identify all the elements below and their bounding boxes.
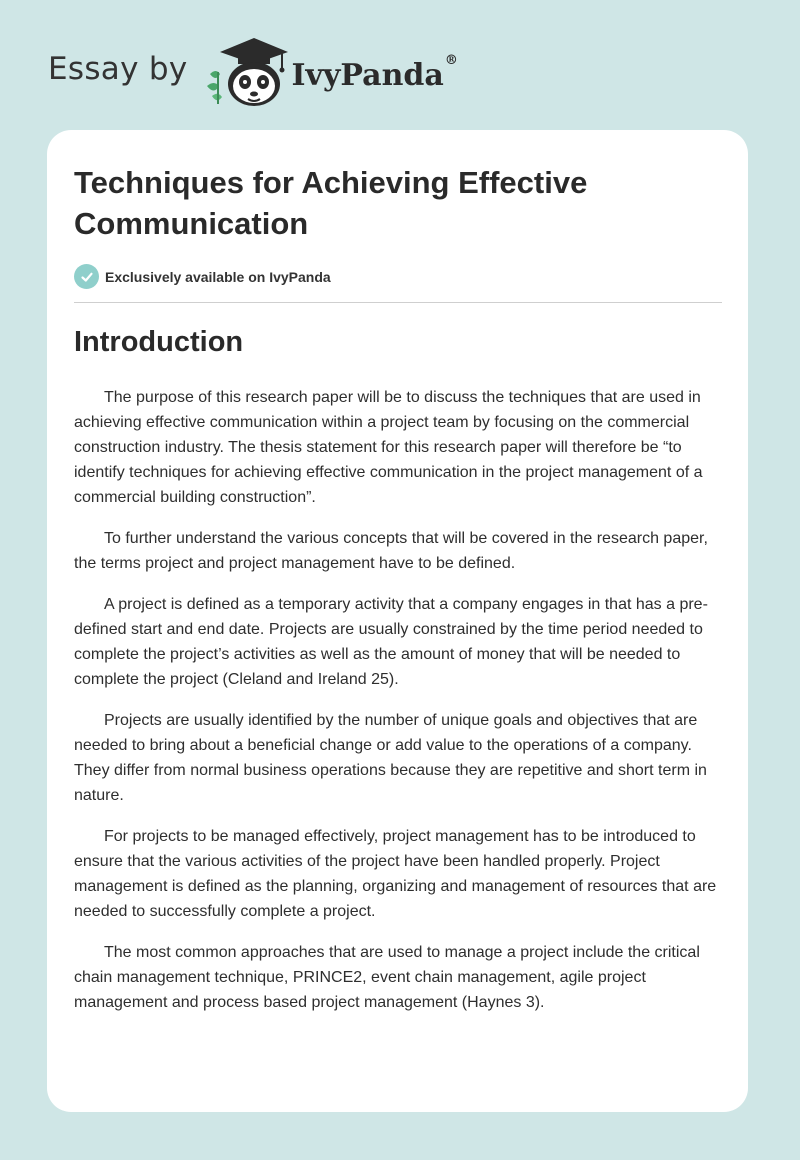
panda-graduate-icon[interactable] xyxy=(202,34,294,110)
essay-title: Techniques for Achieving Effective Communication xyxy=(74,165,588,241)
brand-text: IvyPanda xyxy=(291,57,444,93)
paragraph: The most common approaches that are used to manage a project include the critical chain management technique, PRINCE2, event chain management, agile project management and process based project management (Haynes 3). xyxy=(74,944,700,1011)
essay-card xyxy=(47,130,748,1112)
ivy-leaf-icon xyxy=(207,71,222,104)
paragraph: Projects are usually identified by the number of unique goals and objectives that are needed to bring about a beneficial change or add value to the operations of a company. They differ from normal business operations because they are repetitive and short term in nature. xyxy=(74,712,707,804)
registered-mark: ® xyxy=(444,52,458,68)
paragraph: A project is defined as a temporary activity that a company engages in that has a pre-defined start and end date. Projects are usually constrained by the time period needed to complete the project’s activities as well as the amount of money that will be needed to complete the project (Cleland and Ireland 25). xyxy=(74,596,708,688)
divider xyxy=(74,302,722,303)
paragraph: For projects to be managed effectively, project management has to be introduced to ensure that the various activities of the project have been handled properly. Project management is defined as the planning, organizing and management of resources that are needed to successfully complete a project. xyxy=(74,828,717,920)
paragraph: To further understand the various concepts that will be covered in the research paper, the terms project and project management have to be defined. xyxy=(74,530,708,572)
exclusive-badge xyxy=(74,264,331,289)
site-header xyxy=(48,34,458,110)
paragraph: The purpose of this research paper will be to discuss the techniques that are used in achieving effective communication within a project team by focusing on the commercial construction industry. The thesis statement for this research paper will therefore be “to identify techniques for achieving effective communication in the project management of a commercial building construction”. xyxy=(74,389,703,506)
section-heading: Introduction xyxy=(74,326,244,358)
essay-body xyxy=(74,385,724,1031)
exclusive-badge-label: Exclusively available on IvyPanda xyxy=(105,268,331,285)
brand-name[interactable] xyxy=(291,52,458,93)
essay-by-label: Essay by xyxy=(48,51,188,87)
check-icon xyxy=(74,264,99,289)
